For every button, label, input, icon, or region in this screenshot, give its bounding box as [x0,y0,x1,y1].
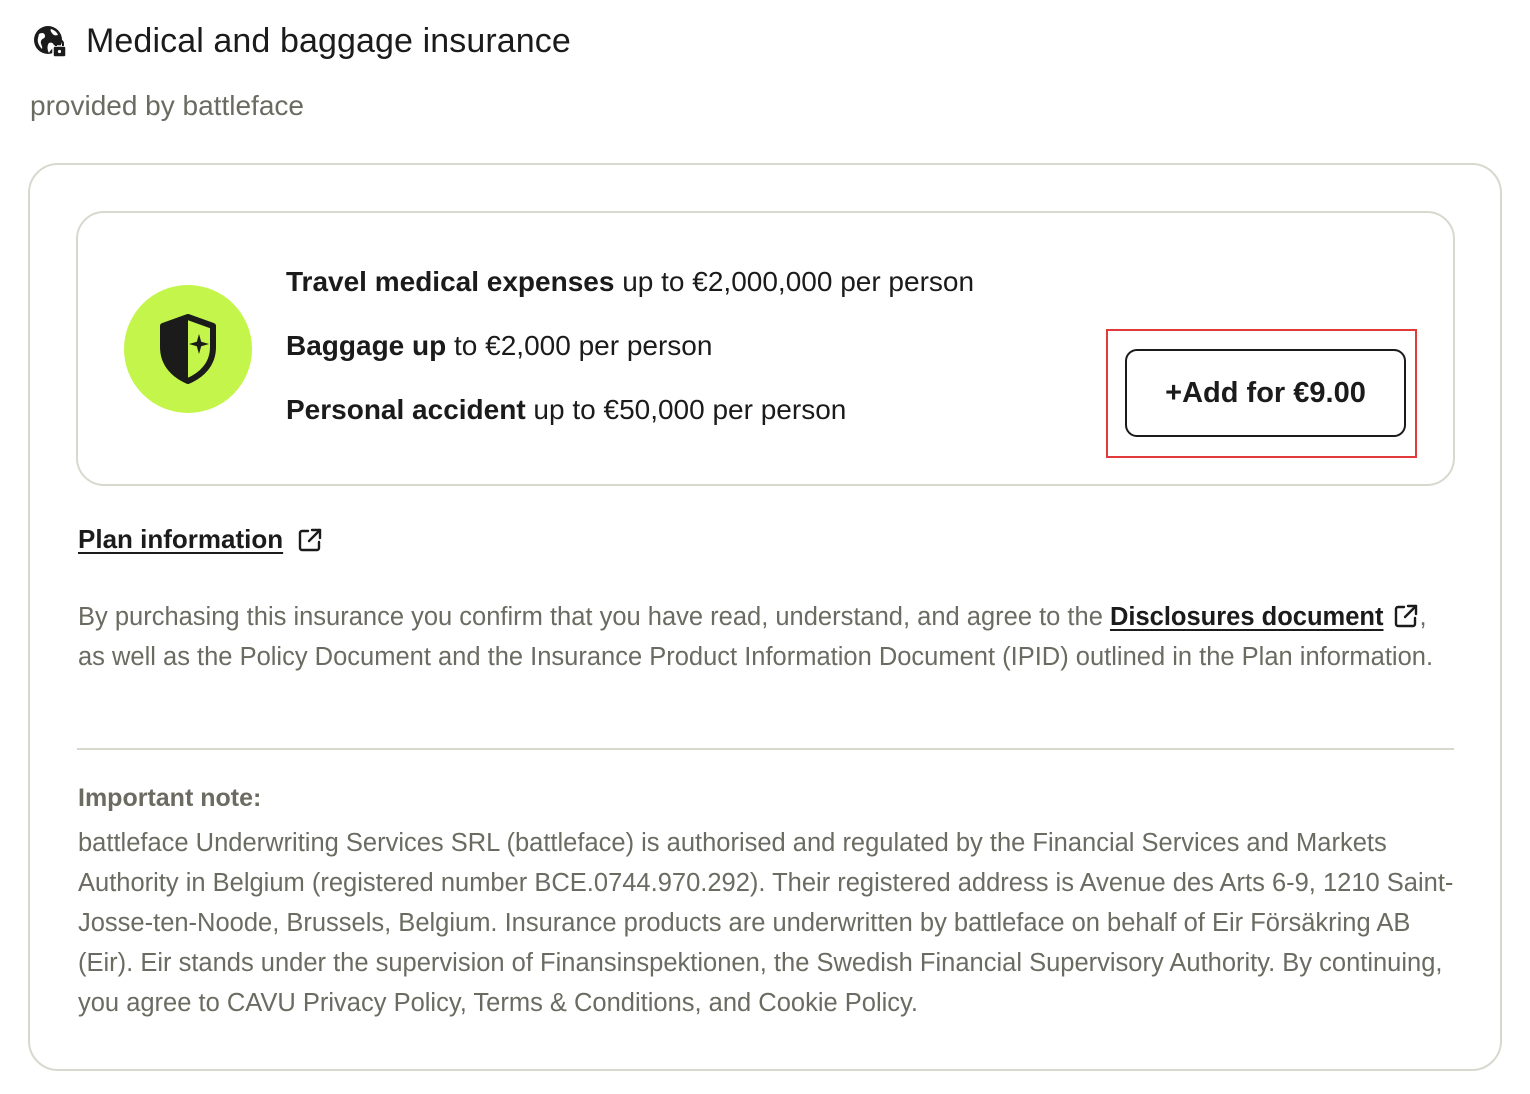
benefit-baggage-title: Baggage up [286,330,447,361]
disclaimer-text-before: By purchasing this insurance you confirm that you have read, understand, and agree to the [78,603,1110,631]
coverage-badge [124,285,252,413]
benefit-accident-limit: up to €50,000 per person [525,394,847,425]
benefit-medical-title: Travel medical expenses [286,266,615,297]
external-link-icon[interactable] [297,527,323,553]
benefit-baggage-limit: to €2,000 per person [446,330,713,361]
purchase-disclaimer [78,597,1458,677]
disclosures-document-link[interactable]: Disclosures document [1109,603,1384,631]
benefit-medical-limit: up to €2,000,000 per person [614,266,975,297]
shield-sparkle-icon [159,314,217,384]
important-note-body: battleface Underwriting Services SRL (battleface) is authorised and regulated by the Financial Services and Markets Authority in Belgium (registered number BCE.0744.970.292). Their registered address is Avenue des Arts 6-9, 1210 Saint-Josse-ten-Noode, Brussels, Belgium. Insurance products are underwritten by battleface on behalf of Eir Försäkring AB (Eir). Eir stands under the supervision of Finansinspektionen, the Swedish Financial Supervisory Authority. By continuing, you agree to CAVU Privacy Policy, Terms & Conditions, and Cookie Policy. [78,829,1454,1017]
section-divider [77,748,1454,750]
benefit-accident [286,394,846,426]
add-insurance-button[interactable]: +Add for €9.00 [1125,349,1406,437]
globe-lock-icon [32,24,68,60]
plan-information-link[interactable] [78,524,323,555]
benefit-medical [286,266,974,298]
disclaimer-text-after: , as well as the Policy Document and the Insurance Product Information Document (IPID) outlined in the Plan information. [78,603,1434,671]
important-note-heading: Important note: [78,784,262,812]
section-header [32,22,571,61]
benefit-accident-title: Personal accident [286,394,526,425]
external-link-icon[interactable] [1393,601,1419,627]
plan-information-label[interactable]: Plan information [78,524,284,554]
benefit-baggage [286,330,712,362]
page-title: Medical and baggage insurance [86,22,571,60]
provider-subtitle: provided by battleface [30,90,304,121]
